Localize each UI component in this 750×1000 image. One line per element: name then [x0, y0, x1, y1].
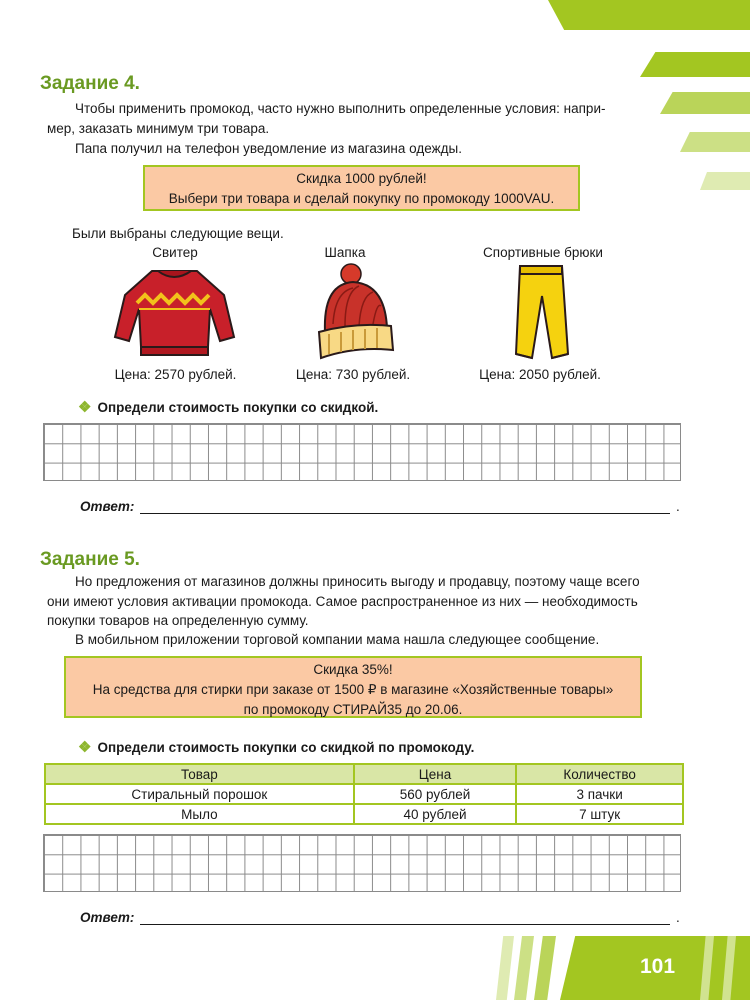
task4-answer-label: Ответ: [80, 499, 135, 514]
item-price-hat: Цена: 730 рублей. [295, 367, 411, 382]
deco-stripe-4 [700, 172, 750, 190]
diamond-bullet-icon: ❖ [78, 399, 92, 416]
table-cell-quantity: 3 пачки [516, 784, 683, 804]
bottom-stripe-3 [534, 936, 556, 1000]
deco-stripe-1 [640, 52, 750, 77]
table-cell-product: Стиральный порошок [45, 784, 354, 804]
task5-answer-dot: . [676, 910, 680, 925]
task5-answer-line[interactable] [140, 924, 670, 925]
task5-title: Задание 5. [40, 549, 140, 570]
task4-para1-line1: Чтобы применить промокод, часто нужно выполнить определенные условия: напри- [75, 101, 606, 116]
table-header-row [45, 764, 683, 784]
task5-para1-line1: Но предложения от магазинов должны приносить выгоду и продавцу, поэтому чаще всего [75, 574, 640, 589]
task5-promo-box [64, 656, 642, 718]
task5-promo-line2: На средства для стирки при заказе от 1500 ₽ в магазине «Хозяйственные товары» [92, 682, 614, 697]
task4-intro: Были выбраны следующие вещи. [72, 226, 284, 241]
pants-image [510, 262, 572, 364]
sweater-image [112, 265, 237, 357]
task4-instruction [78, 398, 378, 416]
table-header-quantity: Количество [516, 764, 683, 784]
table-row [45, 804, 683, 824]
task4-instruction-text: Определи стоимость покупки со скидкой. [97, 400, 379, 415]
table-cell-price: 40 рублей [354, 804, 516, 824]
task5-answer-label: Ответ: [80, 910, 135, 925]
deco-stripe-2 [660, 92, 750, 114]
task4-title: Задание 4. [40, 73, 140, 94]
hat-image [315, 262, 395, 362]
item-price-sweater: Цена: 2570 рублей. [114, 367, 237, 382]
task5-instruction-text: Определи стоимость покупки со скидкой по промокоду. [97, 740, 475, 755]
task4-answer-line[interactable] [140, 513, 670, 514]
task4-answer-dot: . [676, 499, 680, 514]
task5-promo-line3: по промокоду СТИРАЙ35 до 20.06. [243, 702, 463, 717]
task4-promo-line1: Скидка 1000 рублей! [296, 171, 427, 186]
task5-answer-grid[interactable] [43, 834, 681, 892]
item-name-sweater: Свитер [152, 245, 198, 260]
task5-promo-line1: Скидка 35%! [313, 662, 393, 677]
task5-para2: В мобильном приложении торговой компании мама нашла следующее сообщение. [75, 632, 600, 647]
task5-para1-line2: они имеют условия активации промокода. Самое распространенное из них — необходимость [47, 594, 638, 609]
task5-instruction [78, 738, 474, 756]
top-corner-stripe [548, 0, 750, 30]
task4-para2: Папа получил на телефон уведомление из магазина одежды. [75, 141, 462, 156]
page-number: 101 [640, 955, 676, 978]
table-cell-product: Мыло [45, 804, 354, 824]
item-price-pants: Цена: 2050 рублей. [479, 367, 601, 382]
table-header-product: Товар [45, 764, 354, 784]
table-cell-quantity: 7 штук [516, 804, 683, 824]
deco-stripe-3 [680, 132, 750, 152]
task4-promo-box [143, 165, 580, 211]
table-row [45, 784, 683, 804]
bottom-stripe-2 [514, 936, 534, 1000]
task5-para1-line3: покупки товаров на определенную сумму. [47, 613, 309, 628]
task4-answer-grid[interactable] [43, 423, 681, 481]
diamond-bullet-icon: ❖ [78, 739, 92, 756]
goods-table [44, 763, 684, 825]
bottom-stripe-1 [496, 936, 514, 1000]
task4-promo-line2: Выбери три товара и сделай покупку по промокоду 1000VAU. [168, 191, 555, 206]
item-name-pants: Спортивные брюки [483, 245, 603, 260]
item-name-hat: Шапка [324, 245, 366, 260]
task4-para1-line2: мер, заказать минимум три товара. [47, 121, 270, 136]
table-header-price: Цена [354, 764, 516, 784]
table-cell-price: 560 рублей [354, 784, 516, 804]
